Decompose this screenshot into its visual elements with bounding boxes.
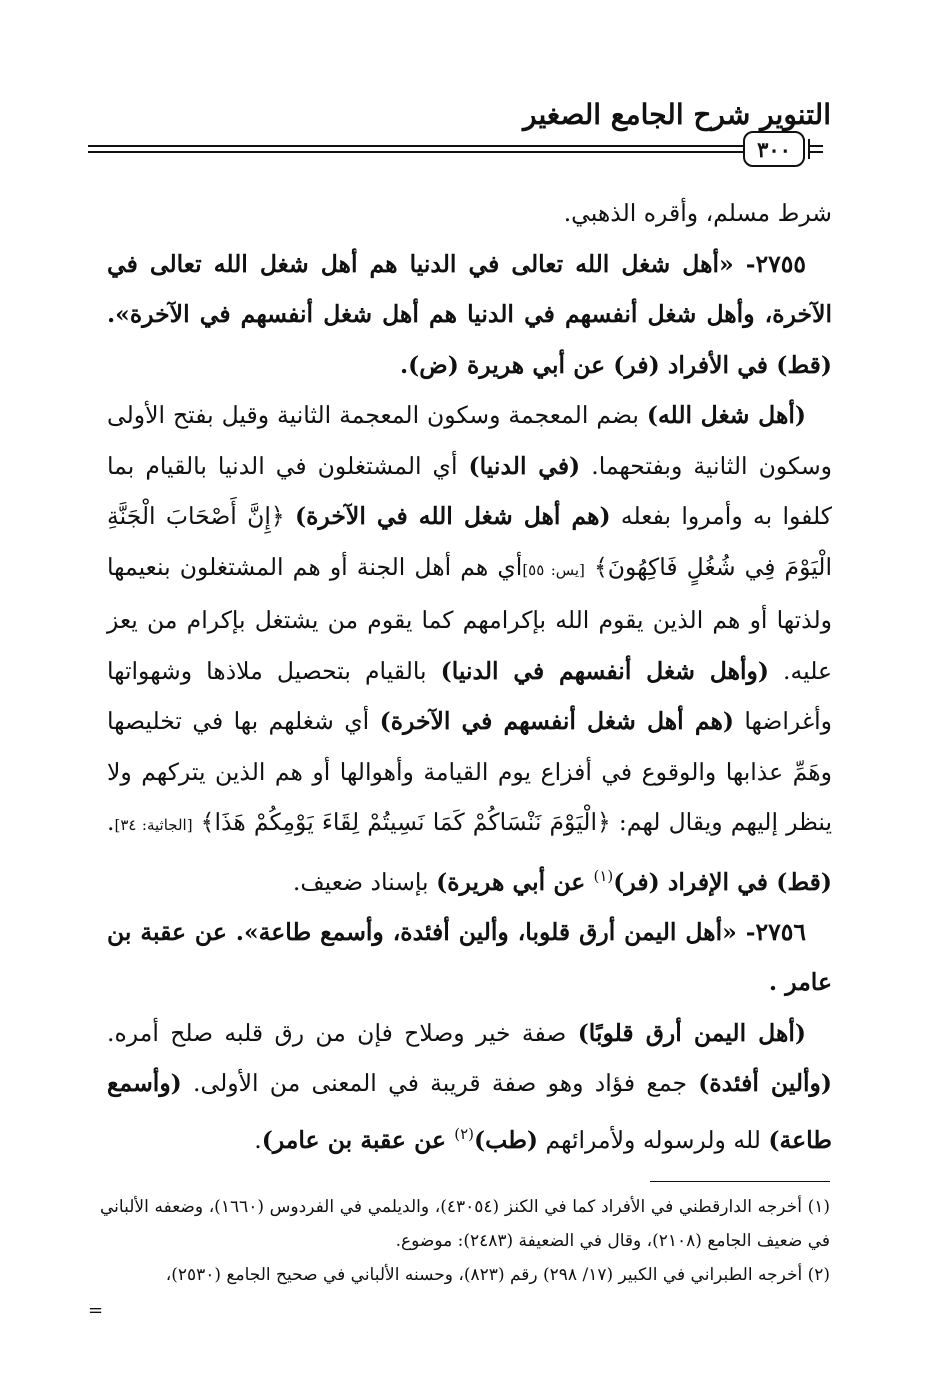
verse-reference: [الجاثية: ٣٤] [114, 816, 193, 834]
commentary-2756 [107, 1008, 832, 1165]
hadith-2755: ٢٧٥٥- «أهل شغل الله تعالى في الدنيا هم أهل شغل الله تعالى في الآخرة، وأهل شغل أنفسهم في الدنيا هم أهل شغل أنفسهم في الآخرة». (قط) في الأفراد (فر) عن أبي هريرة (ض). [107, 249, 832, 379]
paragraph-continuation: شرط مسلم، وأقره الذهبي. [563, 199, 832, 227]
continuation-mark: = [88, 1300, 104, 1321]
commentary-text: أي هم أهل الجنة أو هم المشتغلون بنعيمها ولذتها أو هم الذين يقوم الله بإكرامهم كما يقوم من يشتغل بإكرام من يعز عليه. [107, 552, 833, 685]
source-citation: (طب) [474, 1125, 539, 1154]
quoted-phrase: (أهل شغل الله) [646, 401, 806, 429]
commentary-text: أي المشتغلون في الدنيا بالقيام بما كلفوا به وأمروا بفعله [107, 451, 832, 530]
footnote-marker[interactable]: (١) [593, 866, 614, 885]
commentary-2755 [107, 390, 832, 907]
quoted-phrase: (وأهل شغل أنفسهم في الدنيا) [440, 656, 769, 685]
source-citation: (قط) في الإفراد (فر) [613, 867, 832, 896]
commentary-text: . [107, 808, 115, 836]
hadith-2756: ٢٧٥٦- «أهل اليمن أرق قلوبا، وألين أفئدة، وأسمع طاعة». عن عقبة بن عامر . [107, 917, 832, 997]
verse-reference: [يس: ٥٥] [522, 560, 585, 579]
footnote-2: (٢) أخرجه الطبراني في الكبير (١٧/ ٢٩٨) رقم (٨٢٣)، وحسنه الألباني في صحيح الجامع (٢٥٣٠)، [165, 1265, 830, 1285]
footnotes [100, 1190, 830, 1292]
running-title: التنوير شرح الجامع الصغير [523, 98, 831, 131]
commentary-text: بالقيام بتحصيل ملاذها وشهواتها وأغراضها [107, 656, 832, 735]
quoted-phrase: (في الدنيا) [468, 451, 581, 480]
commentary-text: بضم المعجمة وسكون المعجمة الثانية وقيل بفتح الأولى وسكون الثانية وبفتحهما. [107, 401, 832, 480]
quoted-phrase: (أهل اليمن أرق قلوبًا) [577, 1018, 806, 1047]
quoted-phrase: (وألين أفئدة) [698, 1069, 832, 1098]
header-rule [88, 145, 743, 153]
quoted-phrase: (هم أهل شغل أنفسهم في الآخرة) [379, 707, 734, 735]
quoted-phrase: (هم أهل شغل الله في الآخرة) [295, 502, 611, 530]
footnote-separator [650, 1181, 830, 1182]
main-text [107, 188, 832, 1165]
commentary-text: أي شغلهم بها في تخليصها وهَمِّ عذابها والوقوع في أفزاع يوم القيامة وأهوالها أو هم الذين يتركهم ولا ينظر إليهم ويقال لهم: [107, 707, 832, 836]
footnote-1: (١) أخرجه الدارقطني في الأفراد كما في الكنز (٤٣٠٥٤)، والديلمي في الفردوس (١٦٦٠)، وضعفه الألباني في ضعيف الجامع (٢١٠٨)، وقال في الضعيفة (٢٤٨٣): موضوع. [100, 1197, 830, 1251]
quran-verse: ﴿الْيَوْمَ نَنْسَاكُمْ كَمَا نَسِيتُمْ لِقَاءَ يَوْمِكُمْ هَذَا﴾ [192, 808, 611, 836]
commentary-text: بإسناد ضعيف. [292, 867, 437, 896]
narrator: عن عقبة بن عامر) [261, 1125, 455, 1154]
commentary-text: جمع فؤاد وهو صفة قريبة في المعنى من الأولى. [181, 1069, 699, 1098]
header-rule-right [809, 145, 823, 153]
quran-verse: ﴿إِنَّ أَصْحَابَ الْجَنَّةِ الْيَوْمَ فِي شُغُلٍ فَاكِهُونَ﴾ [107, 502, 832, 581]
commentary-text: لله ولرسوله ولأمرائهم [538, 1125, 769, 1154]
quoted-phrase: (وأسمع طاعة) [107, 1069, 832, 1154]
page-number: ٣٠٠ [743, 131, 805, 167]
narrator: عن أبي هريرة) [436, 867, 594, 896]
commentary-text: . [254, 1125, 262, 1154]
commentary-text: صفة خير وصلاح فإن من رق قلبه صلح أمره. [107, 1018, 578, 1047]
footnote-marker[interactable]: (٢) [454, 1124, 475, 1143]
